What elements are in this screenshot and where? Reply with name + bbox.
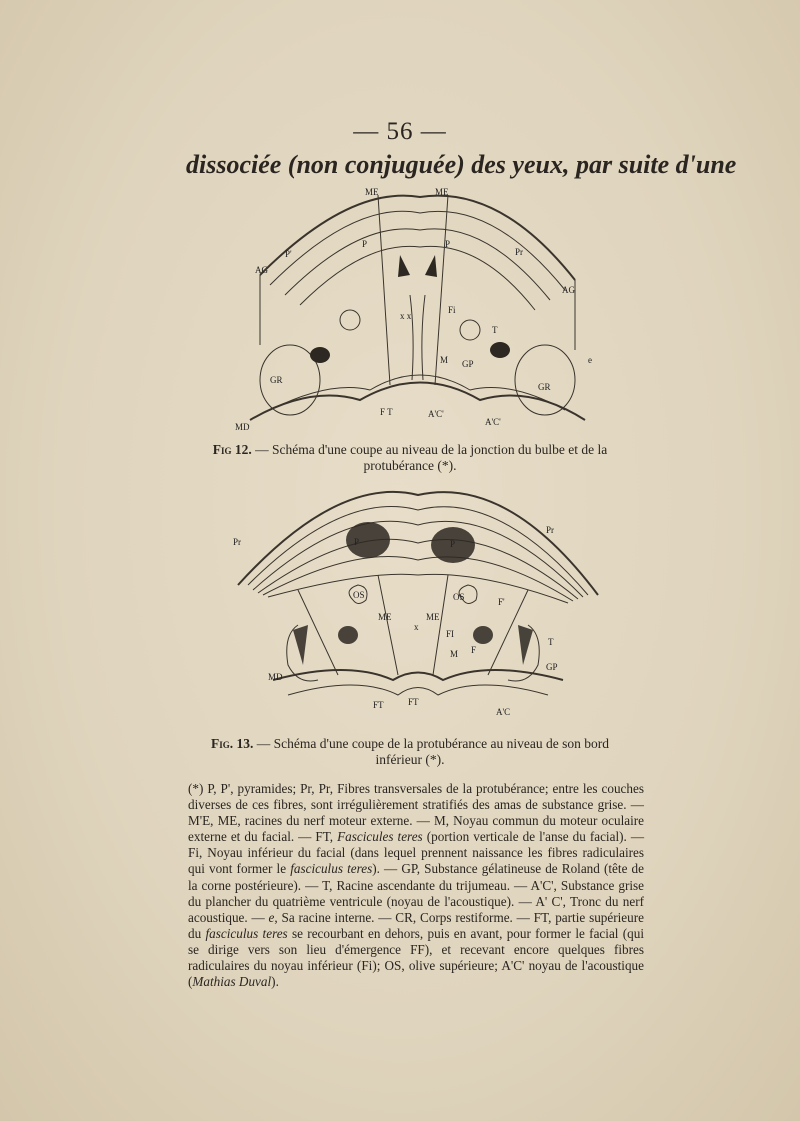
label-p-1: P [354,537,360,547]
footnote-text-4: , Sa racine interne. — CR, Corps restiforme. — FT, partie supérieure du [188,909,644,941]
label-ac-2: A'C' [485,417,501,427]
figure-12-drawing [230,185,605,430]
label-md: MD [268,672,283,682]
label-ft-1: FT [373,700,384,710]
label-f-prime: F' [498,597,505,607]
label-gr-right: GR [538,382,551,392]
footnote [188,781,644,990]
figure-12-caption [200,442,620,474]
figure-12-caption-text: — Schéma d'une coupe au niveau de la jonction du bulbe et de la protubérance (*). [255,442,608,473]
label-me-2: ME [426,612,440,622]
footnote-text-1: (*) P, P', pyramides; Pr, Pr, Fibres transversales de la protubérance; entre les couches diverses de ces fibres, sont irrégulièrement stratifiés des amas de substance grise. — M'E, ME, racines du nerf moteur externe. — M, Noyau commun du moteur oculaire externe et du facial. — FT, [188,781,644,845]
figure-13-illustration [228,475,608,725]
label-e: e [588,355,592,365]
figure-12-illustration [230,185,605,430]
figure-13-number: Fig. 13. [211,736,254,751]
label-p-prime: P' [285,249,292,259]
label-p-2: P [450,539,456,549]
label-ac: A'C' [428,409,444,419]
label-x: x [414,622,419,632]
label-gr-left: GR [270,375,283,385]
label-os-1: OS [353,590,365,600]
label-ft: F T [380,407,393,417]
footnote-italic-5: Mathias Duval [192,974,272,990]
label-gp: GP [462,359,474,369]
label-m: M [450,649,459,659]
footnote-italic-3: e [268,909,275,925]
label-pr: Pr [515,247,524,257]
label-fi: Fi [448,305,456,315]
label-ag-right: AG [562,285,575,295]
label-me-1: ME [378,612,392,622]
footnote-text-2: (portion verticale de l'anse du facial). — Fi, Noyau inférieur du facial (dans lequel prennent naissance les fibres radiculaires qui vont former le [188,829,645,877]
label-f: F [471,645,477,655]
label-os-2: OS [453,592,465,602]
label-me-1: ME [365,187,379,197]
figure-13-caption-text: — Schéma d'une coupe de la protubérance au niveau de son bord inférieur (*). [256,736,609,767]
figure-12-number: Fig 12. [212,442,252,457]
footnote-italic-4: fasciculus teres [205,925,288,941]
footnote-text-5: se recourbant en dehors, puis en avant, pour former le facial (qui se dirige vers son lieu d'émergence FF), et recevant encore quelques fibres radiculaires du noyau inférieur (Fi); OS, olive supérieure; A'C' noyau de l'acoustique ( [188,925,645,990]
running-text-line: dissociée (non conjuguée) des yeux, par suite d'une [186,150,737,179]
label-pr-left: Pr [233,537,242,547]
label-md: MD [235,422,250,430]
label-pr-right: Pr [546,525,555,535]
label-ac: A'C [496,707,511,717]
label-p-2: P [445,239,451,249]
page-number: — 56 — [353,118,447,145]
footnote-text-6: ). [271,974,279,990]
label-ag-left: AG [255,265,268,275]
footnote-text-3: ). — GP, Substance gélatineuse de Roland (tête de la corne postérieure). — T, Racine ascendante du trijumeau. — A'C', Substance grise du plancher du quatrième ventricule (noyau de l'acoustique). — A' C', Tronc du nerf acoustique. — [188,861,644,925]
label-fi: FI [446,629,455,639]
label-xx: x x [400,311,412,321]
label-p-1: P [362,239,368,249]
label-ft-2: FT [408,697,419,707]
footnote-italic-1: Fascicules teres [337,829,423,845]
figure-13-drawing [228,475,608,725]
footnote-italic-2: fasciculus teres [290,861,373,877]
label-m: M [440,355,449,365]
label-me-2: ME [435,187,449,197]
label-t: T [548,637,554,647]
label-gp: GP [546,662,558,672]
label-t: T [492,325,498,335]
figure-13-caption [200,736,620,768]
